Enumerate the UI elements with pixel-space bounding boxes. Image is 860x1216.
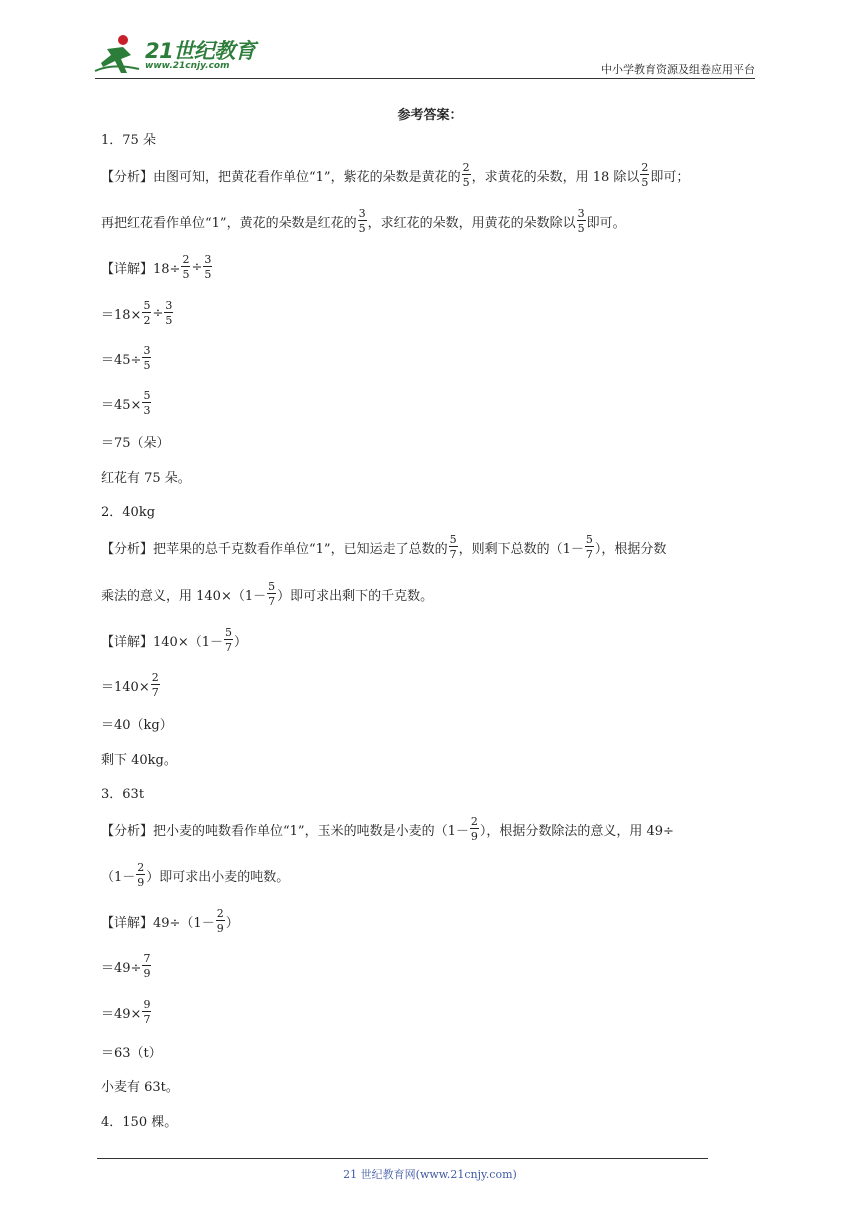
- q3-step3: [101, 1041, 162, 1061]
- q1-analysis-line1: [101, 157, 689, 193]
- q3-step2: [101, 994, 152, 1030]
- q1-step-text: ＝18×: [101, 307, 142, 323]
- q2-step-text: ＝40（kg）: [101, 717, 173, 733]
- numerator: 2: [641, 161, 649, 174]
- runner-logo-icon: [93, 33, 143, 77]
- q3-step-text: ＝63（t）: [101, 1045, 162, 1061]
- denominator: 5: [577, 222, 585, 235]
- logo-url-text: www.21cnjy.com: [145, 61, 230, 71]
- denominator: 7: [268, 595, 276, 608]
- q3-conclusion-text: 小麦有 63t。: [101, 1079, 179, 1095]
- q3-analysis-text: ）即可求出小麦的吨数。: [146, 869, 290, 885]
- fraction: [358, 208, 367, 234]
- q2-analysis-text: 【分析】把苹果的总千克数看作单位“1”，已知运走了总数的: [101, 541, 448, 557]
- denominator: 7: [585, 548, 593, 561]
- denominator: 7: [143, 1013, 151, 1026]
- q2-step1: [101, 667, 161, 703]
- q1-step-text: ＝45÷: [101, 352, 142, 368]
- q2-conclusion: [101, 748, 177, 768]
- fraction: [216, 908, 225, 934]
- q3-answer-text: 3．63t: [101, 786, 145, 802]
- q1-detail: [101, 249, 213, 285]
- numerator: 2: [216, 907, 224, 920]
- q4-answer: [101, 1110, 177, 1130]
- denominator: 5: [641, 176, 649, 189]
- q3-step1: [101, 948, 152, 984]
- denominator: 7: [224, 641, 232, 654]
- q1-conclusion-text: 红花有 75 朵。: [101, 470, 191, 486]
- q2-conclusion-text: 剩下 40kg。: [101, 752, 177, 768]
- numerator: 5: [143, 299, 151, 312]
- q2-analysis-text: ），根据分数: [594, 541, 667, 557]
- fraction: [462, 162, 471, 188]
- fraction: [577, 208, 586, 234]
- fraction: [640, 162, 649, 188]
- q1-step-text: ＝45×: [101, 397, 142, 413]
- logo-brand-text: 21世纪教育: [145, 39, 256, 63]
- q2-analysis-line2: [101, 576, 433, 612]
- denominator: 9: [470, 830, 478, 843]
- q2-analysis-text: ）即可求出剩下的千克数。: [277, 588, 434, 604]
- q2-analysis-text: ，则剩下总数的（1－: [458, 541, 584, 557]
- q1-analysis-text: 再把红花看作单位“1”，黄花的朵数是红花的: [101, 215, 357, 231]
- q3-analysis-text: 【分析】把小麦的吨数看作单位“1”，玉米的吨数是小麦的（1－: [101, 823, 469, 839]
- denominator: 5: [165, 314, 173, 327]
- numerator: 5: [143, 389, 151, 402]
- q2-step-text: ＝140×: [101, 679, 150, 695]
- numerator: 2: [151, 671, 159, 684]
- denominator: 5: [204, 268, 212, 281]
- q3-conclusion: [101, 1075, 179, 1095]
- fraction: [224, 627, 233, 653]
- q4-answer-text: 4．150 棵。: [101, 1114, 178, 1130]
- fraction: [181, 254, 190, 280]
- q3-analysis-line2: [101, 857, 289, 893]
- numerator: 3: [204, 253, 212, 266]
- page-title: 参考答案：: [397, 108, 463, 123]
- q1-conclusion: [101, 466, 191, 486]
- q1-analysis-text: 即可。: [586, 215, 626, 231]
- denominator: 9: [137, 876, 145, 889]
- q3-answer: [101, 782, 144, 802]
- denominator: 5: [182, 268, 190, 281]
- fraction: [142, 953, 151, 979]
- q3-detail-text: 【详解】49÷（1－: [101, 915, 215, 931]
- footer-divider: [97, 1158, 708, 1159]
- q1-step2: [101, 340, 152, 376]
- q1-step4: [101, 431, 170, 451]
- numerator: 3: [358, 207, 366, 220]
- platform-name: 中小学教育资源及组卷应用平台: [601, 63, 755, 76]
- division-sign: ÷: [152, 305, 164, 321]
- denominator: 7: [151, 686, 159, 699]
- fraction: [151, 672, 160, 698]
- denominator: 3: [143, 404, 151, 417]
- fraction: [142, 390, 151, 416]
- numerator: 5: [449, 533, 457, 546]
- numerator: 5: [224, 626, 232, 639]
- division-sign: ÷: [191, 259, 203, 275]
- footer-link[interactable]: 21 世纪教育网(www.21cnjy.com): [343, 1168, 517, 1181]
- fraction: [142, 345, 151, 371]
- numerator: 5: [268, 580, 276, 593]
- header-divider: [95, 78, 755, 79]
- numerator: 2: [462, 161, 470, 174]
- denominator: 9: [216, 922, 224, 935]
- q2-detail: [101, 622, 247, 658]
- q3-detail-text: ）: [225, 915, 239, 931]
- fraction: [585, 534, 594, 560]
- q1-step-text: ＝75（朵）: [101, 435, 170, 451]
- fraction: [142, 300, 151, 326]
- q2-analysis-text: 乘法的意义，用 140×（1－: [101, 588, 267, 604]
- q1-step3: [101, 385, 152, 421]
- numerator: 9: [143, 998, 151, 1011]
- q1-answer-text: 1．75 朵: [101, 132, 156, 148]
- q2-step2: [101, 713, 173, 733]
- numerator: 3: [165, 299, 173, 312]
- numerator: 2: [182, 253, 190, 266]
- q1-analysis-text: ，求红花的朵数，用黄花的朵数除以: [367, 215, 576, 231]
- numerator: 3: [143, 344, 151, 357]
- fraction: [203, 254, 212, 280]
- denominator: 2: [143, 314, 151, 327]
- q1-analysis-text: 【分析】由图可知，把黄花看作单位“1”，紫花的朵数是黄花的: [101, 169, 461, 185]
- fraction: [164, 300, 173, 326]
- numerator: 5: [585, 533, 593, 546]
- q3-analysis-text: ），根据分数除法的意义，用 49÷: [479, 823, 674, 839]
- fraction: [470, 816, 479, 842]
- numerator: 7: [143, 952, 151, 965]
- q1-detail-text: 【详解】18÷: [101, 261, 181, 277]
- denominator: 5: [358, 222, 366, 235]
- q3-step-text: ＝49×: [101, 1006, 142, 1022]
- numerator: 2: [137, 861, 145, 874]
- fraction: [142, 999, 151, 1025]
- q1-step1: [101, 295, 174, 331]
- q1-analysis-text: ，求黄花的朵数，用 18 除以: [471, 169, 640, 185]
- q3-analysis-text: （1－: [101, 869, 136, 885]
- q2-detail-text: ）: [233, 634, 247, 650]
- q2-answer-text: 2．40kg: [101, 504, 156, 520]
- q1-answer: [101, 128, 156, 148]
- denominator: 7: [449, 548, 457, 561]
- q3-analysis-line1: [101, 811, 674, 847]
- q2-detail-text: 【详解】140×（1－: [101, 634, 223, 650]
- denominator: 9: [143, 967, 151, 980]
- q2-answer: [101, 500, 155, 520]
- fraction: [136, 862, 145, 888]
- q1-analysis-line2: [101, 203, 626, 239]
- fraction: [449, 534, 458, 560]
- numerator: 3: [577, 207, 585, 220]
- q1-analysis-text: 即可；: [650, 169, 690, 185]
- q2-analysis-line1: [101, 529, 666, 565]
- denominator: 5: [143, 359, 151, 372]
- denominator: 5: [462, 176, 470, 189]
- numerator: 2: [470, 815, 478, 828]
- q3-detail: [101, 903, 239, 939]
- q3-step-text: ＝49÷: [101, 960, 142, 976]
- site-logo: [93, 33, 263, 77]
- fraction: [267, 581, 276, 607]
